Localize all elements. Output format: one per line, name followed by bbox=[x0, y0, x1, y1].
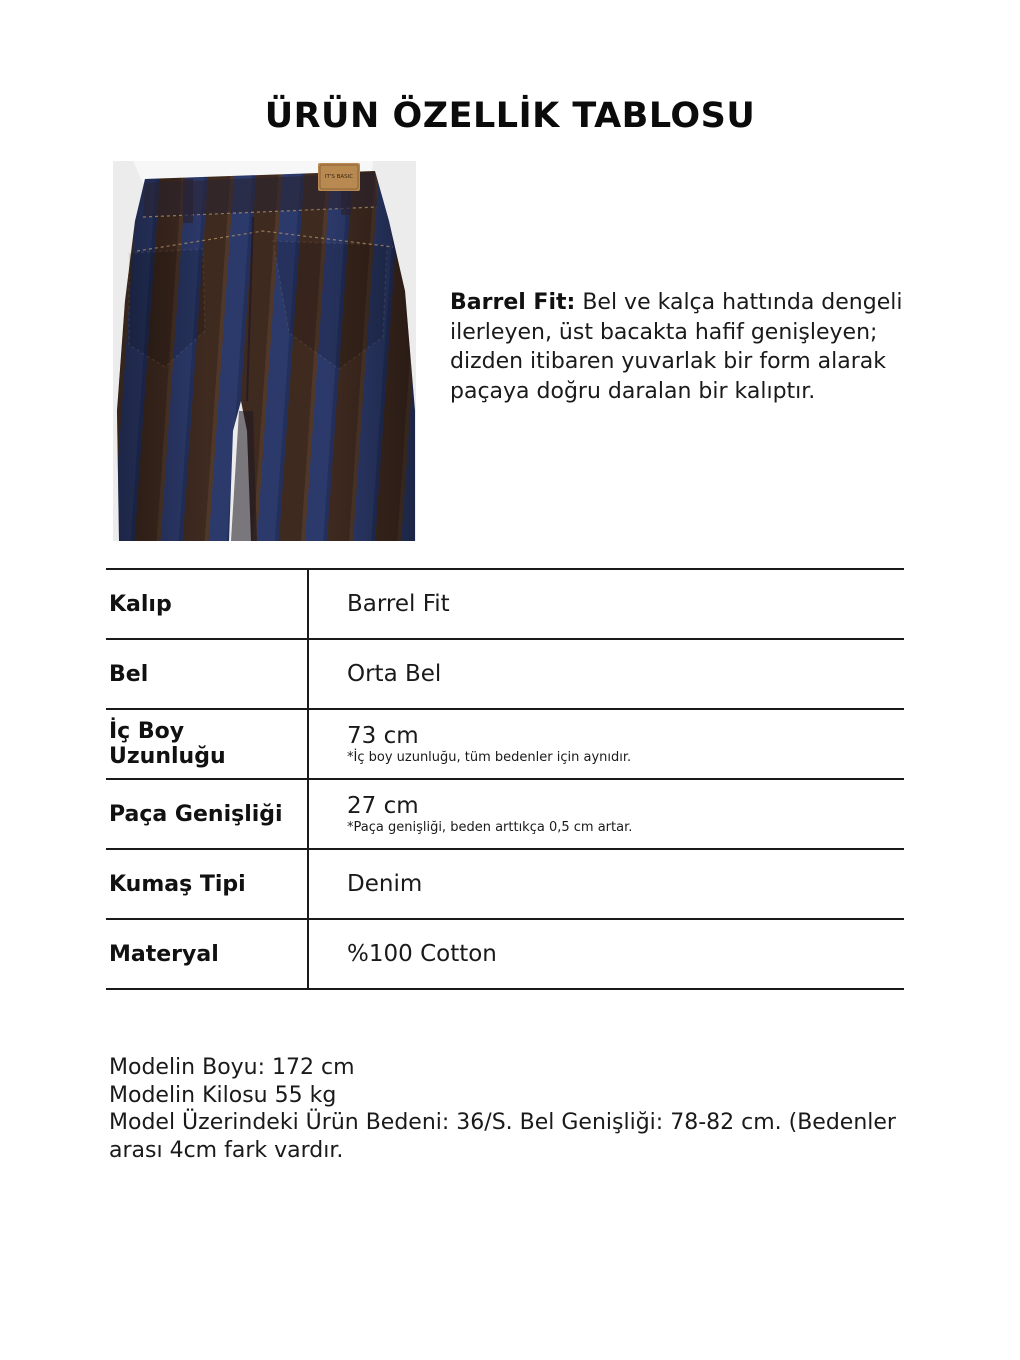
column-divider bbox=[307, 780, 309, 848]
spec-label: Bel bbox=[109, 661, 149, 687]
spec-row-materyal bbox=[106, 918, 904, 990]
model-size-info: Model Üzerindeki Ürün Bedeni: 36/S. Bel Genişliği: 78-82 cm. (Bedenler arası 4cm fark vardır. bbox=[109, 1110, 896, 1163]
spec-value-cell bbox=[347, 780, 904, 848]
spec-label: Paça Genişliği bbox=[109, 801, 283, 827]
spec-label: Materyal bbox=[109, 941, 219, 967]
spec-value: Barrel Fit bbox=[347, 591, 450, 617]
spec-label: Kumaş Tipi bbox=[109, 871, 246, 897]
spec-value-cell bbox=[347, 640, 904, 708]
spec-table bbox=[106, 568, 904, 990]
spec-label: Kalıp bbox=[109, 591, 172, 617]
model-info bbox=[109, 1054, 909, 1164]
column-divider bbox=[307, 710, 309, 778]
column-divider bbox=[307, 640, 309, 708]
spec-value-cell bbox=[347, 570, 904, 638]
model-height: Modelin Boyu: 172 cm bbox=[109, 1055, 355, 1080]
spec-value: %100 Cotton bbox=[347, 941, 497, 967]
spec-row-kalip bbox=[106, 568, 904, 638]
spec-row-kumas bbox=[106, 848, 904, 918]
column-divider bbox=[307, 850, 309, 918]
spec-value: 27 cm bbox=[347, 792, 419, 819]
column-divider bbox=[307, 570, 309, 638]
spec-value-cell bbox=[347, 710, 904, 778]
fit-name: Barrel Fit: bbox=[450, 290, 576, 315]
spec-value: Denim bbox=[347, 871, 423, 897]
spec-row-ic-boy bbox=[106, 708, 904, 778]
spec-label: İç Boy Uzunluğu bbox=[109, 719, 226, 769]
fit-description-text: Bel ve kalça hattında dengeli ilerleyen, üst bacakta hafif genişleyen; dizden itibaren yuvarlak bir form alarak paçaya doğru daralan bir kalıptır. bbox=[450, 290, 903, 404]
spec-value: Orta Bel bbox=[347, 661, 442, 687]
fit-description bbox=[450, 288, 920, 406]
spec-row-bel bbox=[106, 638, 904, 708]
spec-row-paca bbox=[106, 778, 904, 848]
column-divider bbox=[307, 920, 309, 988]
model-weight: Modelin Kilosu 55 kg bbox=[109, 1082, 337, 1108]
spec-value: 73 cm bbox=[347, 722, 419, 749]
spec-value-cell bbox=[347, 920, 904, 988]
spec-note: *İç boy uzunluğu, tüm bedenler için aynıdır. bbox=[347, 749, 632, 765]
spec-note: *Paça genişliği, beden arttıkça 0,5 cm artar. bbox=[347, 819, 633, 835]
patch-label: IT'S BASIC bbox=[324, 174, 354, 180]
product-photo bbox=[113, 161, 416, 541]
page-title: ÜRÜN ÖZELLİK TABLOSU bbox=[264, 96, 756, 136]
spec-value-cell bbox=[347, 850, 904, 918]
